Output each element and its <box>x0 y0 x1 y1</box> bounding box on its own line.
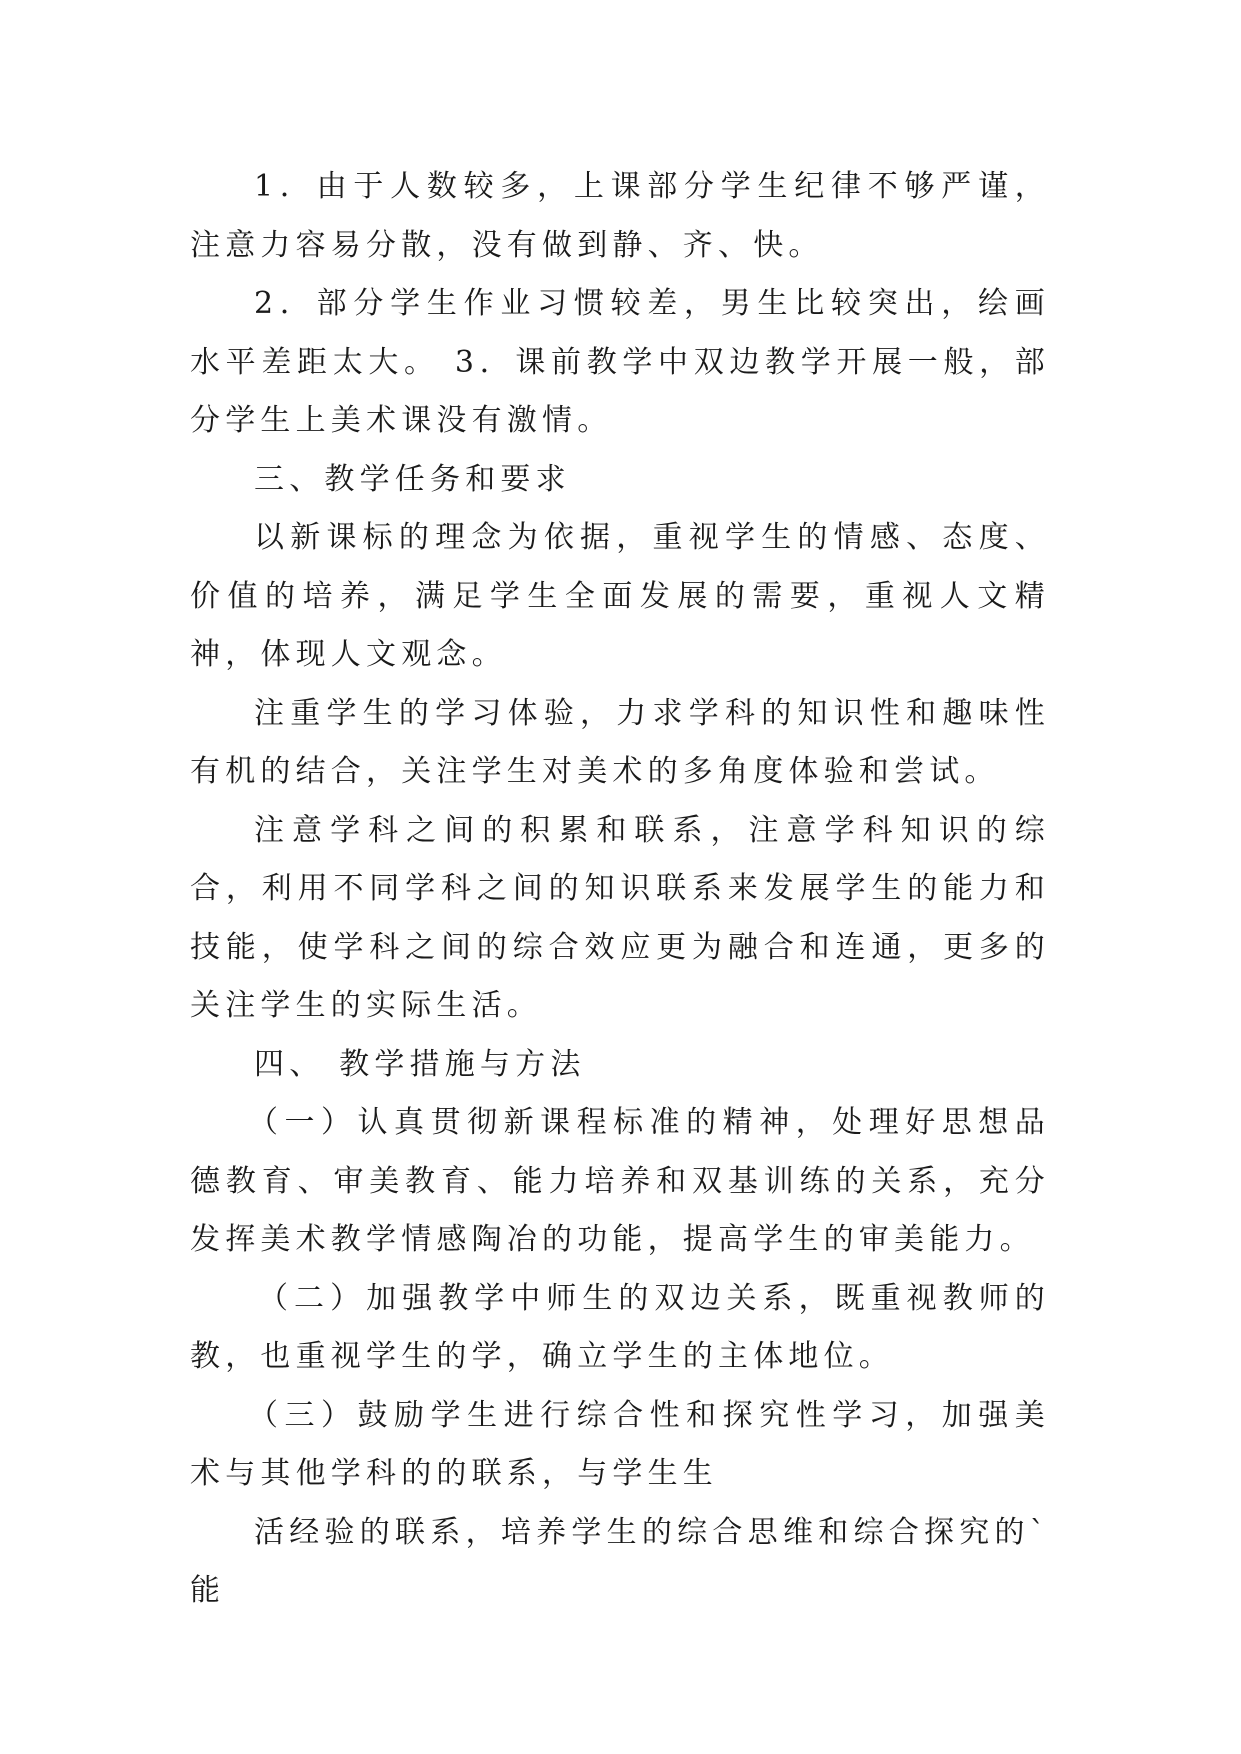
paragraph-new-curriculum: 以新课标的理念为依据，重视学生的情感、态度、价值的培养，满足学生全面发展的需要，重视人文精神，体现人文观念。 <box>190 520 1050 672</box>
document-page <box>190 158 1050 1621</box>
paragraph-measure-two: （二）加强教学中师生的双边关系，既重视教师的教，也重视学生的学，确立学生的主体地位。 <box>190 1280 1050 1374</box>
paragraph-life-experience: 活经验的联系，培养学生的综合思维和综合探究的`能 <box>190 1514 1050 1608</box>
paragraph-learning-experience: 注重学生的学习体验，力求学科的知识性和趣味性有机的结合，关注学生对美术的多角度体验和尝试。 <box>190 695 1050 789</box>
paragraph-measure-three: （三）鼓励学生进行综合性和探究性学习，加强美术与其他学科的的联系，与学生生 <box>190 1397 1050 1491</box>
paragraph-subject-integration: 注意学科之间的积累和联系，注意学科知识的综合，利用不同学科之间的知识联系来发展学生的能力和技能，使学科之间的综合效应更为融合和连通，更多的关注学生的实际生活。 <box>190 812 1050 1023</box>
section-heading-measures: 四、 教学措施与方法 <box>254 1046 586 1082</box>
section-heading-tasks: 三、教学任务和要求 <box>254 461 571 497</box>
paragraph-discipline: 1．由于人数较多，上课部分学生纪律不够严谨，注意力容易分散，没有做到静、齐、快。 <box>190 169 1050 263</box>
paragraph-measure-one: （一）认真贯彻新课程标准的精神，处理好思想品德教育、审美教育、能力培养和双基训练的关系，充分发挥美术教学情感陶冶的功能，提高学生的审美能力。 <box>190 1105 1050 1257</box>
paragraph-homework-habits: 2．部分学生作业习惯较差，男生比较突出，绘画水平差距太大。 3．课前教学中双边教学开展一般，部分学生上美术课没有激情。 <box>190 286 1050 438</box>
